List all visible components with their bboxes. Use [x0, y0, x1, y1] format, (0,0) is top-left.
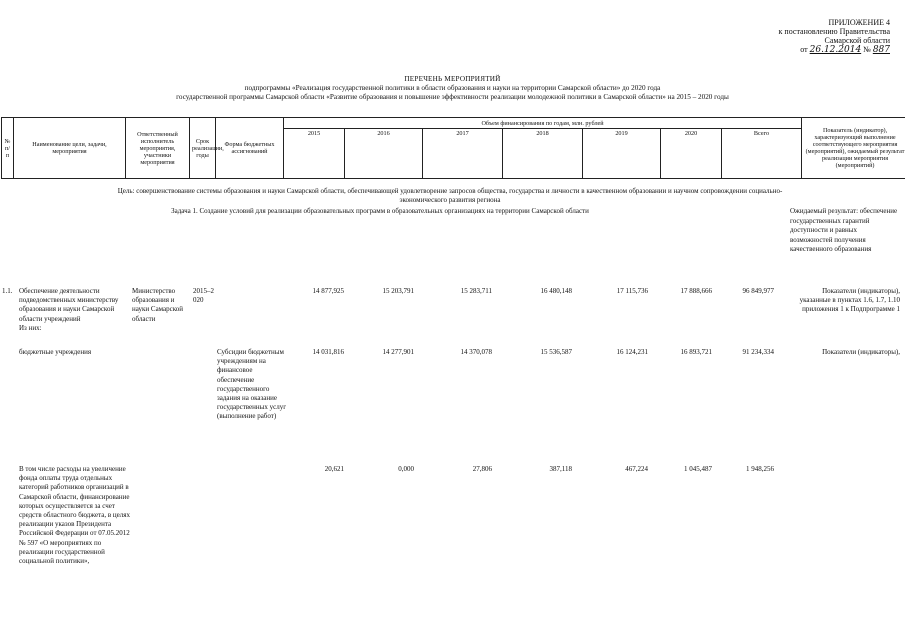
row-value-2016: 15 203,791 [382, 287, 414, 295]
header-form: Форма бюджетных ассигнований [216, 118, 284, 179]
row-value-2018: 15 536,587 [540, 348, 572, 356]
row-value-2016: 0,000 [398, 465, 414, 473]
annex-line-2: к постановлению Правительства [778, 27, 890, 36]
row-value-2019: 16 124,231 [616, 348, 648, 356]
row-value-2020: 17 888,666 [680, 287, 712, 295]
row-name: бюджетные учреждения [19, 348, 92, 356]
header-year: 2018 [503, 129, 583, 179]
header-name: Наименование цели, задачи, мероприятия [14, 118, 126, 179]
heading-line-2: подпрограммы «Реализация государственной политики в области образования и науки на территории Самарской области» до 2020 года [244, 84, 661, 92]
row-value-2017: 27,806 [472, 465, 492, 473]
annex-line-3: Самарской области [824, 36, 890, 45]
header-volume: Объем финансирования по годам, млн. рублей [284, 118, 802, 129]
header-year: 2019 [583, 129, 661, 179]
row-value-total: 91 234,334 [742, 348, 774, 356]
row-value-2015: 14 877,925 [312, 287, 344, 295]
header-responsible: Ответственный исполнитель мероприятия, участники мероприятия [126, 118, 190, 179]
row-value-2019: 17 115,736 [616, 287, 648, 295]
task-text: Задача 1. Создание условий для реализации образовательных программ в образовательных организациях на территории Самарской области [171, 207, 589, 215]
annex-date: 26.12.2014 [809, 45, 862, 55]
row-name [19, 287, 131, 333]
header-total: Всего [722, 129, 802, 179]
annex-date-line [700, 45, 890, 55]
header-year: 2016 [345, 129, 423, 179]
annex-number: 887 [872, 45, 890, 55]
row-value-2018: 16 480,148 [540, 287, 572, 295]
row-number: 1.1. [2, 287, 13, 295]
row-value-2017: 14 370,078 [460, 348, 492, 356]
annex-title: ПРИЛОЖЕНИЕ 4 [828, 18, 890, 27]
row-subheading: Из них: [19, 323, 42, 332]
expected-result: Ожидаемый результат: обеспечение государственных гарантий доступности и равных возможностей получения качественного образования [790, 207, 898, 253]
table-header [1, 117, 905, 179]
annex-date-prefix: от [800, 45, 808, 54]
row-term: 2015–2020 [193, 287, 214, 305]
goal-text: Цель: совершенствование системы образования и науки Самарской области, обеспечивающей удовлетворение запросов общества, государства и личности в качественном образовании и научном сопровождении социально-экономического развития региона [117, 187, 783, 204]
row-form: Субсидии бюджетным учреждениям на финансовое обеспечение государственного задания на оказание государственных услуг (выполнение работ) [217, 348, 287, 421]
annex-no-label: № [863, 45, 871, 54]
row-value-2019: 467,224 [625, 465, 648, 473]
row-value-2016: 14 277,901 [382, 348, 414, 356]
header-indicator: Показатель (индикатор), характеризующий выполнение соответствующего мероприятия (мероприятий), ожидаемый результат реализации мероприятия (мероприятий) [802, 118, 905, 179]
document-heading [0, 75, 905, 102]
row-name: В том числе расходы на увеличение фонда оплаты труда отдельных категорий работников организаций в Самарской области, финансирование которых осуществляется за счет средств областного бюджета, в целях реализации указов Президента Российской Федерации от 07.05.2012 № 597 «О мероприятиях по реализации государственной социальной политики», [19, 465, 130, 566]
header-term: Срок реализации, годы [190, 118, 216, 179]
row-value-total: 96 849,977 [742, 287, 774, 295]
row-value-2015: 20,621 [324, 465, 344, 473]
heading-line-3: государственной программы Самарской области «Развитие образования и повышение эффективности реализации молодежной политики в Самарской области» на 2015 – 2020 годы [176, 93, 729, 101]
row-value-2015: 14 031,816 [312, 348, 344, 356]
annex-block [700, 18, 890, 55]
header-year: 2015 [284, 129, 345, 179]
row-value-2018: 387,118 [549, 465, 572, 473]
row-value-2017: 15 283,711 [460, 287, 492, 295]
row-name-text: Обеспечение деятельности подведомственных министерству образования и науки Самарской области учреждений [19, 287, 119, 323]
row-value-total: 1 948,256 [746, 465, 774, 473]
row-value-2020: 16 893,721 [680, 348, 712, 356]
row-responsible: Министерство образования и науки Самарской области [132, 287, 184, 323]
header-num: № п/п [2, 118, 14, 179]
row-indicator: Показатели (индикаторы), [822, 348, 900, 356]
row-value-2020: 1 045,487 [684, 465, 712, 473]
header-year: 2017 [423, 129, 503, 179]
heading-title: ПЕРЕЧЕНЬ МЕРОПРИЯТИЙ [404, 75, 501, 83]
row-indicator: Показатели (индикаторы), указанные в пунктах 1.6, 1.7, 1.10 приложения 1 к Подпрограмме 1 [799, 287, 900, 313]
header-year: 2020 [661, 129, 722, 179]
